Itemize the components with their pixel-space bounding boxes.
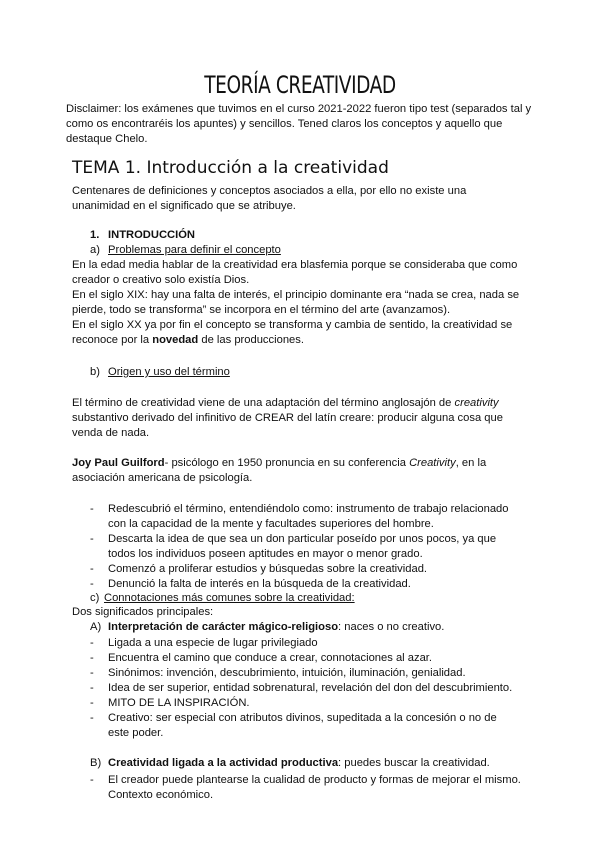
dash-bullet: - [90,712,94,724]
list-item: Denunció la falta de interés en la búsqueda de la creatividad. [108,578,411,590]
tema-intro-line-2: unanimidad en el significado que se atribuye. [72,200,296,212]
para-a-line-6 [72,333,304,348]
dash-bullet: - [90,697,94,709]
disclaimer-line-1: Disclaimer: los exámenes que tuvimos en el curso 2021-2022 fueron tipo test (separados tal y [66,103,532,115]
dos-significados: Dos significados principales: [72,606,214,618]
subsection-c-letter: c) [90,592,100,604]
subsection-c-title: Connotaciones más comunes sobre la creatividad: [104,592,355,604]
list-item-cont: este poder. [108,727,164,739]
para-a-post: de las producciones. [198,334,304,346]
list-item: Creativo: ser especial con atributos divinos, supeditada a la concesión o no de [108,712,497,724]
group-a-rest: : naces o no creativo. [338,621,445,633]
list-item-cont: Contexto económico. [108,789,214,801]
list-item: Ligada a una especie de lugar privilegiado [108,637,318,649]
list-item: Redescubrió el término, entendiéndolo como: instrumento de trabajo relacionado [108,503,509,515]
dash-bullet: - [90,774,94,786]
list-item: Descarta la idea de que sea un don particular poseído por unos pocos, ya que [108,533,497,545]
dash-bullet: - [90,652,94,664]
section-heading: INTRODUCCIÓN [108,229,196,241]
para-a-line-5: En el siglo XX ya por fin el concepto se transforma y cambia de sentido, la creatividad se [72,319,513,331]
guilford-text-post: , en la [455,457,487,469]
creativity-italic: creativity [454,397,499,409]
novedad-bold: novedad [152,334,199,346]
list-item: Comenzó a proliferar estudios y búsquedas sobre la creatividad. [108,563,428,575]
guilford-creativity-italic: Creativity [409,457,456,469]
list-item-cont: con la capacidad de la mente y facultades superiores del hombre. [108,518,434,530]
guilford-text-pre: - psicólogo en 1950 pronuncia en su conferencia [164,457,410,469]
para-a-line-3: En el siglo XIX: hay una falta de interés, el principio dominante era “nada se crea, nada se [72,289,520,301]
subsection-a-title: Problemas para definir el concepto [108,244,281,256]
dash-bullet: - [90,682,94,694]
list-item: El creador puede plantearse la cualidad de producto y formas de mejorar el mismo. [108,774,521,786]
list-item: Encuentra el camino que conduce a crear, connotaciones al azar. [108,652,433,664]
guilford-line-2: asociación americana de psicología. [72,472,253,484]
subsection-b-letter: b) [90,366,100,378]
guilford-line-1 [72,456,486,471]
para-a-pre: reconoce por la [72,334,153,346]
list-item: Sinónimos: invención, descubrimiento, intuición, iluminación, genialidad. [108,667,466,679]
dash-bullet: - [90,533,94,545]
list-item: MITO DE LA INSPIRACIÓN. [108,697,250,709]
para-a-line-1: En la edad media hablar de la creatividad era blasfemia porque se consideraba que como [72,259,518,271]
group-b-heading [108,756,490,771]
group-b-bold: Creatividad ligada a la actividad productiva [108,757,339,769]
para-b-line-2: substantivo derivado del infinitivo de CREAR del latín creare: producir alguna cosa que [72,412,503,424]
subsection-a-letter: a) [90,244,100,256]
dash-bullet: - [90,667,94,679]
list-item-cont: todos los individuos poseen aptitudes en mayor o menor grado. [108,548,423,560]
disclaimer-line-2: como os encontraréis los apuntes) y sencillos. Tened claros los conceptos y aquello que [66,118,503,130]
section-number: 1. [90,229,100,241]
dash-bullet: - [90,503,94,515]
group-a-heading [108,620,444,635]
group-b-rest: : puedes buscar la creatividad. [338,757,490,769]
dash-bullet: - [90,637,94,649]
list-item: Idea de ser superior, entidad sobrenatural, revelación del don del descubrimiento. [108,682,513,694]
para-a-line-4: pierde, todo se transforma” se incorpora en el término del arte (avanzamos). [72,304,451,316]
group-b-letter: B) [90,757,102,769]
para-b-line-1 [72,396,499,411]
group-a-bold: Interpretación de carácter mágico-religioso [108,621,339,633]
page-title: TEORÍA CREATIVIDAD [204,71,396,99]
guilford-name: Joy Paul Guilford [72,457,165,469]
para-b-line-3: venda de nada. [72,427,150,439]
para-b-pre: El término de creatividad viene de una adaptación del término anglosajón de [72,397,455,409]
disclaimer-line-3: destaque Chelo. [66,133,148,145]
para-a-line-2: creador o creativo solo existía Dios. [72,274,250,286]
dash-bullet: - [90,563,94,575]
subsection-b-title: Origen y uso del término [108,366,230,378]
group-a-letter: A) [90,621,102,633]
dash-bullet: - [90,578,94,590]
tema-intro-line-1: Centenares de definiciones y conceptos asociados a ella, por ello no existe una [72,185,467,197]
tema-heading: TEMA 1. Introducción a la creatividad [72,158,389,178]
